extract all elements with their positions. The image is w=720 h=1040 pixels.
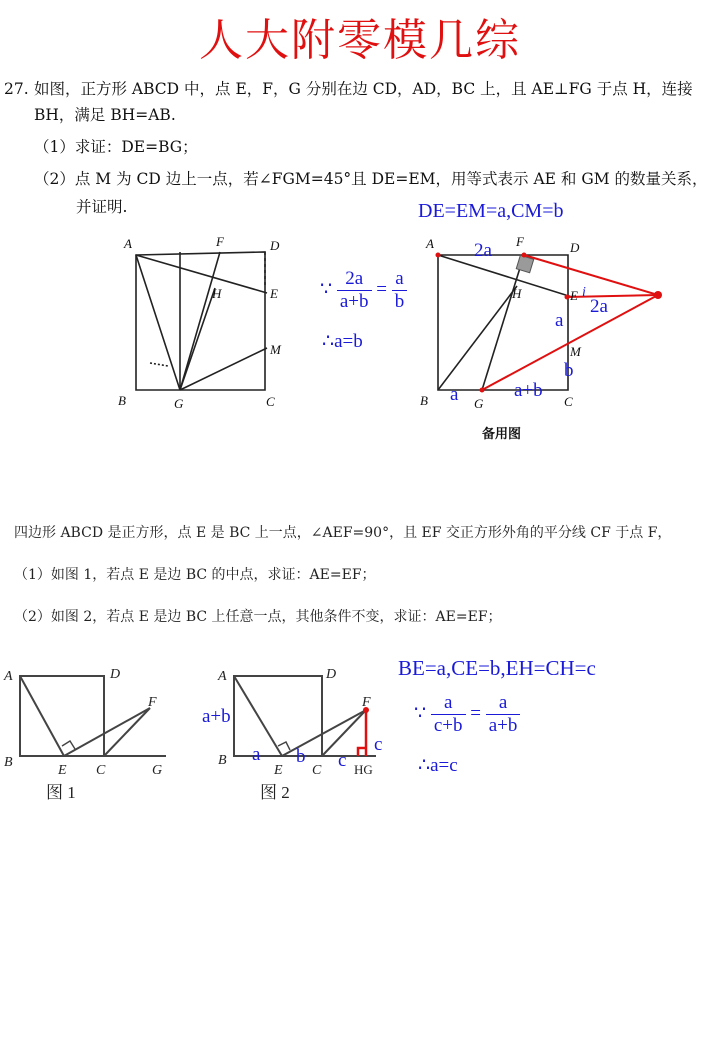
label-m-2: M — [570, 344, 581, 359]
label-m: M — [270, 342, 281, 357]
problem-27-part2b: 并证明. — [76, 198, 128, 216]
problem-2-part1: （1）如图 1，若点 E 是边 BC 的中点，求证：AE=EF； — [14, 567, 376, 583]
problem-27-part1: （1）求证：DE=BG； — [34, 138, 198, 156]
line-ae-3 — [20, 676, 64, 756]
line-bh — [180, 288, 215, 390]
red-point — [654, 291, 662, 299]
annot-ch-4: c — [338, 750, 347, 771]
note2-therefore: ∴a=c — [418, 755, 458, 776]
label-b: B — [118, 393, 126, 408]
line-ef-4 — [282, 710, 366, 756]
label-d-4: D — [326, 667, 337, 682]
label-f-4: F — [362, 695, 371, 710]
label-g: G — [174, 396, 184, 411]
label-f-2: F — [516, 234, 524, 249]
caption-fig1: 图 1 — [46, 783, 76, 802]
problem-27-line2: BH，满足 BH=AB. — [34, 106, 176, 124]
label-f: F — [216, 234, 224, 249]
point-g — [480, 388, 485, 393]
label-a-2: A — [426, 236, 434, 251]
note2-equation — [414, 692, 520, 737]
annot-bg: a — [450, 384, 459, 405]
label-f-3: F — [148, 695, 157, 710]
note2-frac2-num: a — [486, 692, 521, 715]
annot-gc: a+b — [514, 380, 543, 401]
note1-frac2-den: b — [394, 291, 405, 312]
annot-em: a — [555, 310, 564, 331]
annot-ec-4: b — [296, 746, 306, 767]
annot-i: i — [582, 285, 586, 300]
label-e: E — [270, 286, 278, 301]
square-abcd-4 — [234, 676, 322, 756]
problem-27-part2: （2）点 M 为 CD 边上一点，若∠FGM=45°且 DE=EM，用等式表示 AE 和 GM 的数量关系， — [34, 170, 708, 188]
label-a: A — [124, 236, 132, 251]
right-angle-3 — [62, 741, 75, 749]
note1-frac1-den: a+b — [339, 291, 369, 312]
label-h-2: H — [512, 286, 522, 301]
point-a — [436, 253, 441, 258]
annot-ab-4: a+b — [202, 706, 231, 727]
line-bh-2 — [438, 286, 517, 390]
note1-heading: DE=EM=a,CM=b — [418, 200, 564, 222]
because-symbol: ∵ — [320, 278, 333, 300]
problem-2-line1: 四边形 ABCD 是正方形，点 E 是 BC 上一点，∠AEF=90°，且 EF 交正方形外角的平分线 CF 于点 F， — [14, 525, 672, 541]
annot-fh-4: c — [374, 734, 383, 755]
label-d-3: D — [110, 667, 121, 682]
label-hg-4: HG — [354, 762, 373, 777]
problem-27-number: 27. — [4, 80, 29, 98]
label-b-3: B — [4, 755, 13, 770]
caption-backup: 备用图 — [482, 426, 522, 441]
line-ag — [136, 255, 180, 390]
line-cf-3 — [104, 708, 150, 756]
line-ae — [136, 255, 267, 293]
red-line-e — [567, 295, 658, 297]
square-abcd-3 — [20, 676, 104, 756]
note2-frac1-num: a — [431, 692, 466, 715]
note2-frac2-den: a+b — [488, 715, 518, 736]
note2-equals: = — [470, 702, 481, 724]
figure-backup — [412, 228, 672, 448]
label-b-2: B — [420, 393, 428, 408]
note1-equals: = — [376, 278, 387, 300]
label-c-3: C — [96, 763, 106, 778]
label-c-2: C — [564, 394, 573, 409]
figure-square-1 — [110, 228, 310, 418]
label-e-3: E — [58, 763, 67, 778]
label-c-4: C — [312, 763, 322, 778]
note1-frac1-num: 2a — [337, 268, 372, 291]
annot-af: 2a — [474, 240, 492, 261]
label-g-2: G — [474, 396, 484, 411]
annot-be-4: a — [252, 744, 261, 765]
note1-equation — [320, 268, 407, 313]
dashed-mark — [150, 363, 168, 366]
label-g-3: G — [152, 763, 163, 778]
problem-2-part2: （2）如图 2，若点 E 是边 BC 上任意一点，其他条件不变，求证：AE=EF； — [14, 609, 502, 625]
line-ae-2 — [438, 255, 572, 297]
label-c: C — [266, 394, 275, 409]
note1-therefore: ∴a=b — [322, 331, 363, 352]
annot-mc: b — [564, 360, 574, 381]
label-e-4: E — [274, 763, 283, 778]
right-angle-4 — [278, 742, 290, 750]
line-fg — [180, 252, 220, 390]
caption-fig2: 图 2 — [260, 783, 290, 802]
label-e-2: E — [570, 288, 578, 303]
label-b-4: B — [218, 753, 227, 768]
problem-27-line1: 如图，正方形 ABCD 中，点 E，F，G 分别在边 CD，AD，BC 上，且 AE⊥FG 于点 H，连接 — [34, 80, 693, 98]
point-f — [522, 253, 527, 258]
because-symbol-2: ∵ — [414, 702, 427, 724]
note1-frac2-num: a — [392, 268, 408, 291]
annot-ee: 2a — [590, 296, 608, 317]
line-ef-3 — [64, 708, 150, 756]
figure-2 — [198, 658, 398, 808]
note2-heading: BE=a,CE=b,EH=CH=c — [398, 656, 596, 680]
label-a-3: A — [4, 669, 13, 684]
label-d-2: D — [570, 240, 580, 255]
label-a-4: A — [218, 669, 227, 684]
point-e — [565, 295, 570, 300]
note2-frac1-den: c+b — [433, 715, 463, 736]
label-h: H — [212, 286, 222, 301]
figure-1 — [0, 658, 180, 808]
page-title: 人大附零模几综 — [199, 15, 521, 66]
label-d: D — [270, 238, 280, 253]
